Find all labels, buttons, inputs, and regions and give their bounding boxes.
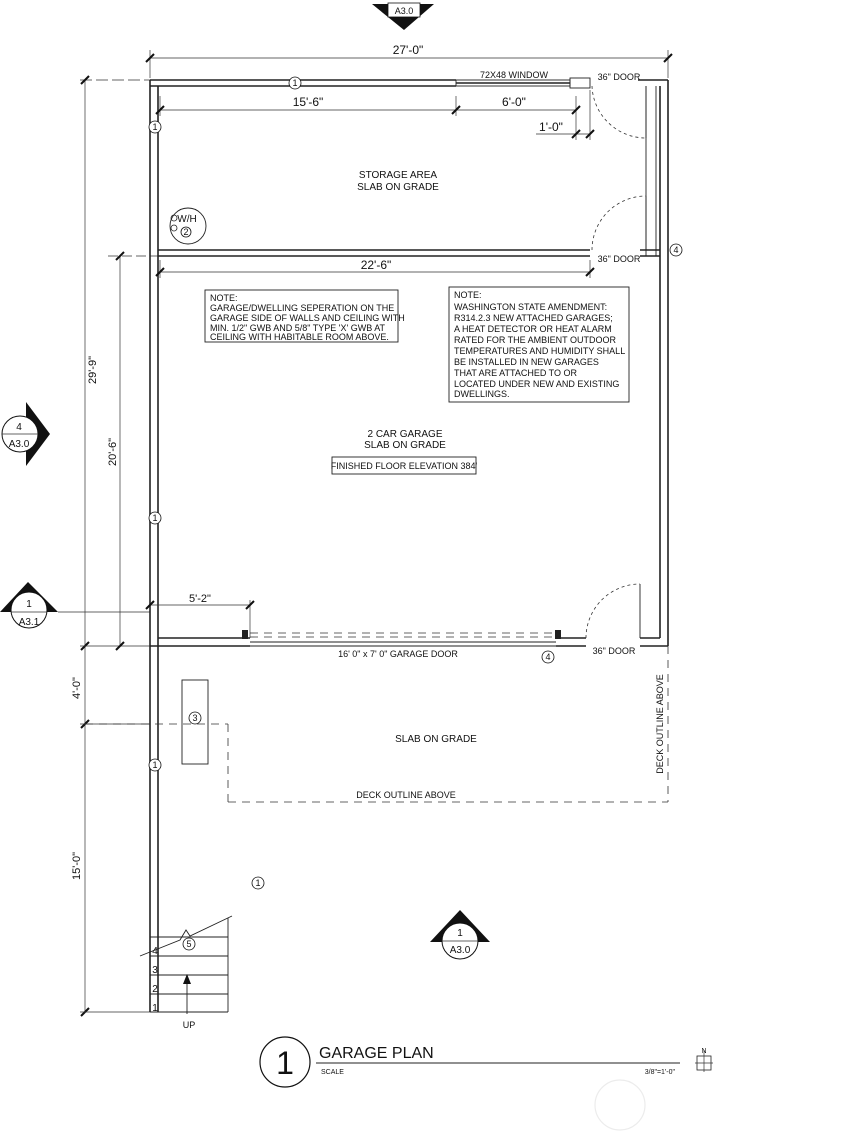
note-right-line: A HEAT DETECTOR OR HEAT ALARM — [454, 324, 612, 334]
dimension-garage-depth — [107, 252, 160, 650]
floor-elevation-box — [331, 457, 478, 474]
deck-outline-label: DECK OUTLINE ABOVE — [356, 790, 456, 800]
svg-text:4: 4 — [545, 652, 551, 662]
garage-door-label: 16' 0" x 7' 0" GARAGE DOOR — [338, 649, 458, 659]
svg-text:1: 1 — [152, 122, 158, 132]
water-heater-label: W/H — [177, 214, 197, 225]
note-right-line: DWELLINGS. — [454, 389, 510, 399]
north-arrow-icon — [695, 1048, 713, 1072]
dimension-overall-depth — [71, 76, 150, 1016]
section-marker-bottom-num: 1 — [457, 928, 463, 939]
section-marker-left-num: 4 — [16, 422, 22, 433]
post-element[interactable] — [182, 680, 208, 764]
water-heater[interactable] — [170, 208, 206, 244]
note-left-line: GARAGE/DWELLING SEPERATION ON THE — [210, 303, 395, 313]
keynote-3: 3 — [192, 713, 198, 723]
dimension-storage-left-label: 15'-6" — [292, 95, 324, 109]
dimension-door-jamb — [146, 593, 254, 638]
scale-label: SCALE — [321, 1069, 344, 1076]
dimension-overall-depth-label: 29'-9" — [87, 355, 99, 385]
door-bottom-label: 36" DOOR — [592, 646, 636, 656]
section-marker-top-label: A3.0 — [394, 6, 414, 16]
keynote-4-right[interactable] — [670, 244, 682, 256]
dimension-slab-depth-label: 15'-0" — [71, 851, 83, 881]
dimension-garage-depth-label: 20'-6" — [107, 437, 119, 467]
note-right-line: RATED FOR THE AMBIENT OUTDOOR — [454, 335, 617, 345]
storage-area-label: STORAGE AREA — [358, 170, 438, 181]
north-label: N — [701, 1048, 707, 1055]
note-left-heading: NOTE: — [210, 293, 238, 303]
keynote-1-left-lower[interactable] — [149, 759, 161, 771]
section-marker-mid[interactable] — [0, 582, 150, 628]
svg-text:4: 4 — [673, 245, 679, 255]
stairs[interactable] — [140, 916, 232, 1030]
dimension-overall-width — [146, 43, 672, 78]
section-marker-left-sheet: A3.0 — [8, 439, 30, 450]
dimension-apron-label: 4'-0" — [71, 677, 83, 699]
stair-step-2: 2 — [152, 984, 158, 995]
dimension-overall-width-label: 27'-0" — [392, 43, 424, 57]
garage-door[interactable] — [242, 630, 561, 659]
note-right-line: BE INSTALLED IN NEW GARAGES — [454, 357, 599, 367]
keynote-1-left-mid[interactable] — [149, 512, 161, 524]
note-right-line: THAT ARE ATTACHED TO OR — [454, 368, 578, 378]
note-right-line: LOCATED UNDER NEW AND EXISTING — [454, 379, 620, 389]
door-mid[interactable] — [592, 196, 646, 264]
svg-text:1: 1 — [152, 760, 158, 770]
dimension-door-jamb-label: 5'-2" — [189, 593, 211, 605]
window-label: 72X48 WINDOW — [479, 70, 549, 80]
door-top[interactable] — [592, 72, 646, 138]
dimension-garage-width-label: 22'-6" — [360, 258, 392, 272]
garage-slab-label: SLAB ON GRADE — [364, 440, 446, 451]
note-right-line: R314.2.3 NEW ATTACHED GARAGES; — [454, 313, 613, 323]
watermark-icon — [595, 1080, 645, 1130]
note-left-line: MIN. 1/2" GWB AND 5/8" TYPE 'X' GWB AT — [210, 323, 386, 333]
svg-text:1: 1 — [292, 78, 298, 88]
door-mid-label: 36" DOOR — [597, 254, 641, 264]
scale-value: 3/8"=1'-0" — [644, 1069, 675, 1076]
note-right — [449, 287, 629, 402]
stair-step-1: 1 — [152, 1003, 158, 1014]
door-top-label: 36" DOOR — [597, 72, 641, 82]
keynote-4-garage-door[interactable] — [542, 651, 554, 663]
note-right-line: WASHINGTON STATE AMENDMENT: — [454, 302, 608, 312]
door-bottom[interactable] — [586, 584, 640, 656]
section-marker-bottom-sheet: A3.0 — [449, 945, 471, 956]
section-marker-bottom[interactable] — [430, 910, 490, 959]
plan-title: GARAGE PLAN — [319, 1045, 434, 1062]
dimension-door-offset-label: 1'-0" — [539, 120, 563, 134]
stairs-up-label: UP — [182, 1020, 196, 1030]
keynote-2: 2 — [183, 227, 189, 237]
keynote-5: 5 — [186, 939, 192, 949]
svg-text:1: 1 — [255, 878, 261, 888]
storage-slab-label: SLAB ON GRADE — [357, 182, 439, 193]
note-left-line: CEILING WITH HABITABLE ROOM ABOVE. — [210, 332, 389, 342]
keynote-1-top[interactable] — [289, 77, 301, 89]
slab-label: SLAB ON GRADE — [395, 734, 477, 745]
stair-step-3: 3 — [152, 965, 158, 976]
note-right-line: TEMPERATURES AND HUMIDITY SHALL — [454, 346, 626, 356]
svg-text:1: 1 — [152, 513, 158, 523]
title-block — [260, 1037, 680, 1087]
garage-walls — [150, 78, 668, 1012]
section-marker-top[interactable] — [372, 3, 434, 30]
note-left — [205, 290, 405, 342]
note-right-heading: NOTE: — [454, 290, 482, 300]
section-marker-left[interactable] — [2, 402, 50, 466]
keynote-1-left-upper[interactable] — [149, 121, 161, 133]
dimension-window-width-label: 6'-0" — [502, 95, 526, 109]
deck-outline — [85, 646, 668, 802]
deck-outline-vertical-label: DECK OUTLINE ABOVE — [655, 674, 665, 774]
floor-elevation-label: FINISHED FLOOR ELEVATION 384' — [330, 461, 478, 471]
keynote-1-slab[interactable] — [252, 877, 264, 889]
note-left-line: GARAGE SIDE OF WALLS AND CEILING WITH — [210, 313, 405, 323]
section-marker-mid-sheet: A3.1 — [18, 617, 40, 628]
plan-number: 1 — [276, 1045, 294, 1081]
stair-step-4: 4 — [152, 946, 158, 957]
garage-label: 2 CAR GARAGE — [367, 429, 443, 440]
section-marker-mid-num: 1 — [26, 599, 32, 610]
